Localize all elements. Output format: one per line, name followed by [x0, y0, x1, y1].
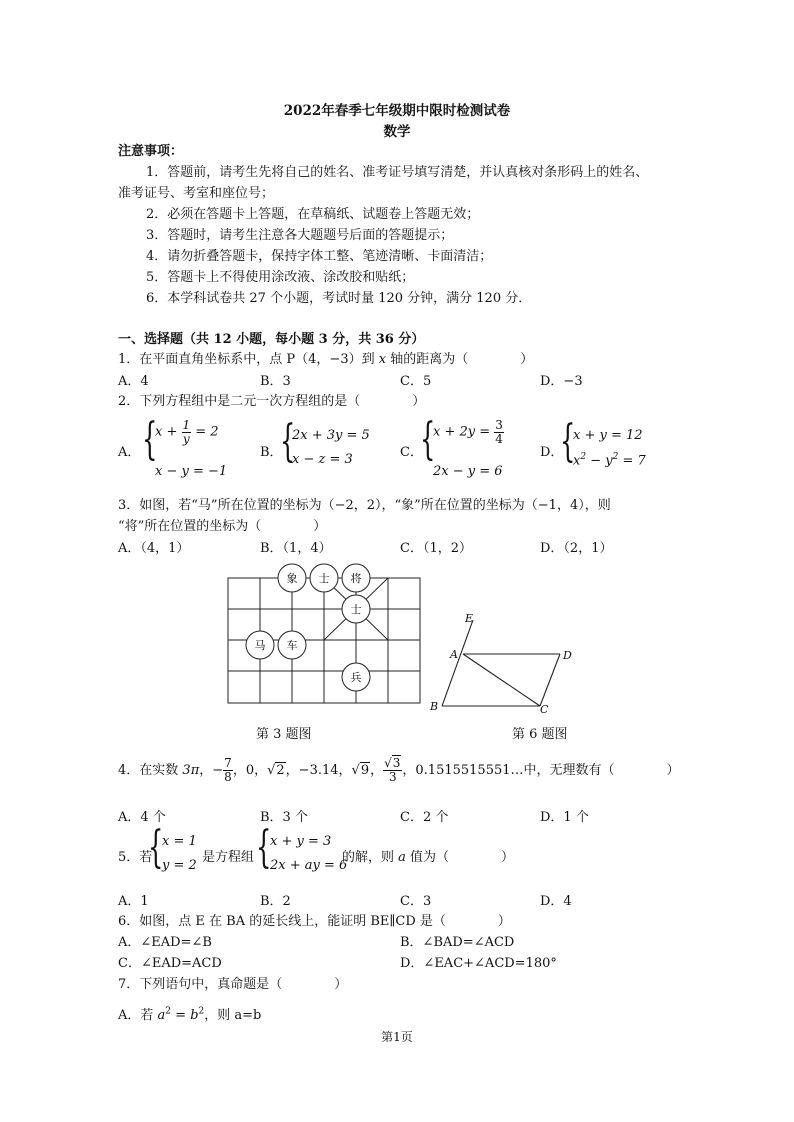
- q2-d-eq2: $x^2 - y^2 = 7$: [573, 452, 646, 469]
- point-label-d: D: [563, 649, 572, 662]
- q5-solution-y: y = 2: [162, 858, 197, 873]
- piece-shi-center-label: 士: [350, 603, 362, 616]
- q7-option-a: A．若 $a^2 = b^2$，则 a=b: [118, 1006, 262, 1023]
- piece-bing-label: 兵: [350, 671, 362, 684]
- q3-option-b: B．（1，4）: [260, 541, 332, 556]
- q3-option-c: C．（1，2）: [400, 541, 472, 556]
- q2-option-c-label: C．: [400, 445, 423, 460]
- q1-option-c: C．5: [400, 374, 432, 389]
- q6-option-b: B．∠BAD=∠ACD: [400, 935, 515, 950]
- q5-option-d: D．4: [540, 894, 572, 909]
- note-item: 2．必须在答题卡上答题，在草稿纸、试题卷上答题无效；: [146, 207, 480, 222]
- q2-option-a-label: A．: [118, 445, 141, 460]
- q1-option-b: B．3: [260, 374, 291, 389]
- q5-mid: 是方程组: [202, 850, 255, 865]
- q6-option-d: D．∠EAC+∠ACD=180°: [400, 956, 557, 971]
- piece-xiang-label: 象: [286, 572, 298, 585]
- q2-option-b-label: B．: [260, 445, 283, 460]
- geometry-labels: [429, 612, 572, 714]
- q5-system-eq2: 2x + ay = 6: [270, 858, 348, 873]
- chess-board-figure: [224, 560, 424, 710]
- q5-lead: 5．若: [118, 850, 153, 865]
- q4-option-a: A．4 个: [118, 810, 166, 825]
- geometry-figure: [425, 612, 585, 714]
- q2-a-eq2: x − y = −1: [155, 464, 228, 479]
- brace: {: [142, 414, 158, 465]
- question-2-stem: 2．下列方程组中是二元一次方程组的是（ ）: [118, 394, 426, 409]
- q2-option-d-label: D．: [540, 445, 564, 460]
- note-item: 1．答题前，请考生先将自己的姓名、准考证号填写清楚，并认真核对条形码上的姓名、: [146, 165, 649, 180]
- piece-jiang-label: 将: [350, 572, 362, 585]
- note-item: 3．答题时，请考生注意各大题题号后面的答题提示；: [146, 228, 454, 243]
- q3-option-a: A．（4，1）: [118, 541, 190, 556]
- question-3-stem-line1: 3．如图，若“马”所在位置的坐标为（−2，2），“象”所在位置的坐标为（−1，4），则: [118, 498, 611, 513]
- q2-d-eq1: x + y = 12: [573, 428, 643, 443]
- q2-b-eq2: x − z = 3: [292, 452, 353, 467]
- note-item: 6．本学科试卷共 27 个小题，考试时量 120 分钟，满分 120 分．: [146, 291, 532, 306]
- brace: {: [560, 416, 576, 467]
- brace: {: [280, 416, 296, 467]
- q6-option-c: C．∠EAD=ACD: [118, 956, 222, 971]
- q2-a-eq1: x + $\frac{1}{y}$ = 2: [155, 418, 219, 446]
- figure-3-caption: 第 3 题图: [256, 727, 312, 742]
- point-label-e: E: [465, 612, 474, 625]
- note-item: 4．请勿折叠答题卡，保持字体工整、笔迹清晰、卡面清洁；: [146, 249, 493, 264]
- question-4-stem: 4．在实数 3π，− $\frac{7}{8}$ ，0，√2，−3.14，√9， $\frac{√3}{3}$ ，0.1515515551…中，无理数有（ ）: [118, 756, 680, 784]
- question-7-stem: 7．下列语句中，真命题是（ ）: [118, 977, 348, 992]
- point-label-b: B: [430, 700, 439, 713]
- geometry-lines: [442, 620, 560, 706]
- section-heading: 一、选择题（共 12 小题，每小题 3 分，共 36 分）: [118, 332, 425, 347]
- q4-option-b: B．3 个: [260, 810, 308, 825]
- subject-title: 数学: [383, 124, 411, 140]
- brace: {: [256, 822, 272, 873]
- q4-option-c: C．2 个: [400, 810, 449, 825]
- brace: {: [148, 822, 164, 873]
- q5-solution-x: x = 1: [162, 834, 197, 849]
- note-item: 准考证号、考室和座位号；: [118, 186, 275, 201]
- q2-c-eq1: x + 2y = $\frac{3}{4}$: [433, 418, 503, 446]
- piece-ma-label: 马: [254, 639, 266, 652]
- q5-option-c: C．3: [400, 894, 432, 909]
- question-1-stem: 1．在平面直角坐标系中，点 P（4，−3）到 x 轴的距离为（ ）: [118, 352, 534, 367]
- piece-che-label: 车: [286, 639, 298, 652]
- q4-option-d: D．1 个: [540, 810, 589, 825]
- question-3-stem-line2: “将”所在位置的坐标为（ ）: [118, 519, 327, 534]
- q1-option-d: D．−3: [540, 374, 583, 389]
- q5-system-eq1: x + y = 3: [270, 834, 332, 849]
- q2-c-eq2: 2x − y = 6: [433, 464, 503, 479]
- brace: {: [420, 414, 436, 465]
- exam-title: 2022年春季七年级期中限时检测试卷: [283, 103, 511, 119]
- q3-option-d: D．（2，1）: [540, 541, 613, 556]
- q5-option-b: B．2: [260, 894, 291, 909]
- q6-option-a: A．∠EAD=∠B: [118, 935, 212, 950]
- notes-heading: 注意事项：: [118, 144, 184, 159]
- q1-option-a: A．4: [118, 374, 149, 389]
- q2-b-eq1: 2x + 3y = 5: [292, 428, 370, 443]
- point-label-c: C: [540, 703, 549, 714]
- figure-6-caption: 第 6 题图: [512, 727, 568, 742]
- point-label-a: A: [450, 648, 458, 661]
- question-6-stem: 6．如图，点 E 在 BA 的延长线上，能证明 BE∥CD 是（ ）: [118, 914, 511, 929]
- chess-pieces: [246, 564, 370, 691]
- piece-shi-top-label: 士: [318, 572, 330, 585]
- q5-tail: 的解，则 a 值为（ ）: [342, 850, 515, 865]
- note-item: 5．答题卡上不得使用涂改液、涂改胶和贴纸；: [146, 270, 415, 285]
- q5-option-a: A．1: [118, 894, 149, 909]
- page-number: 第1页: [381, 1030, 413, 1044]
